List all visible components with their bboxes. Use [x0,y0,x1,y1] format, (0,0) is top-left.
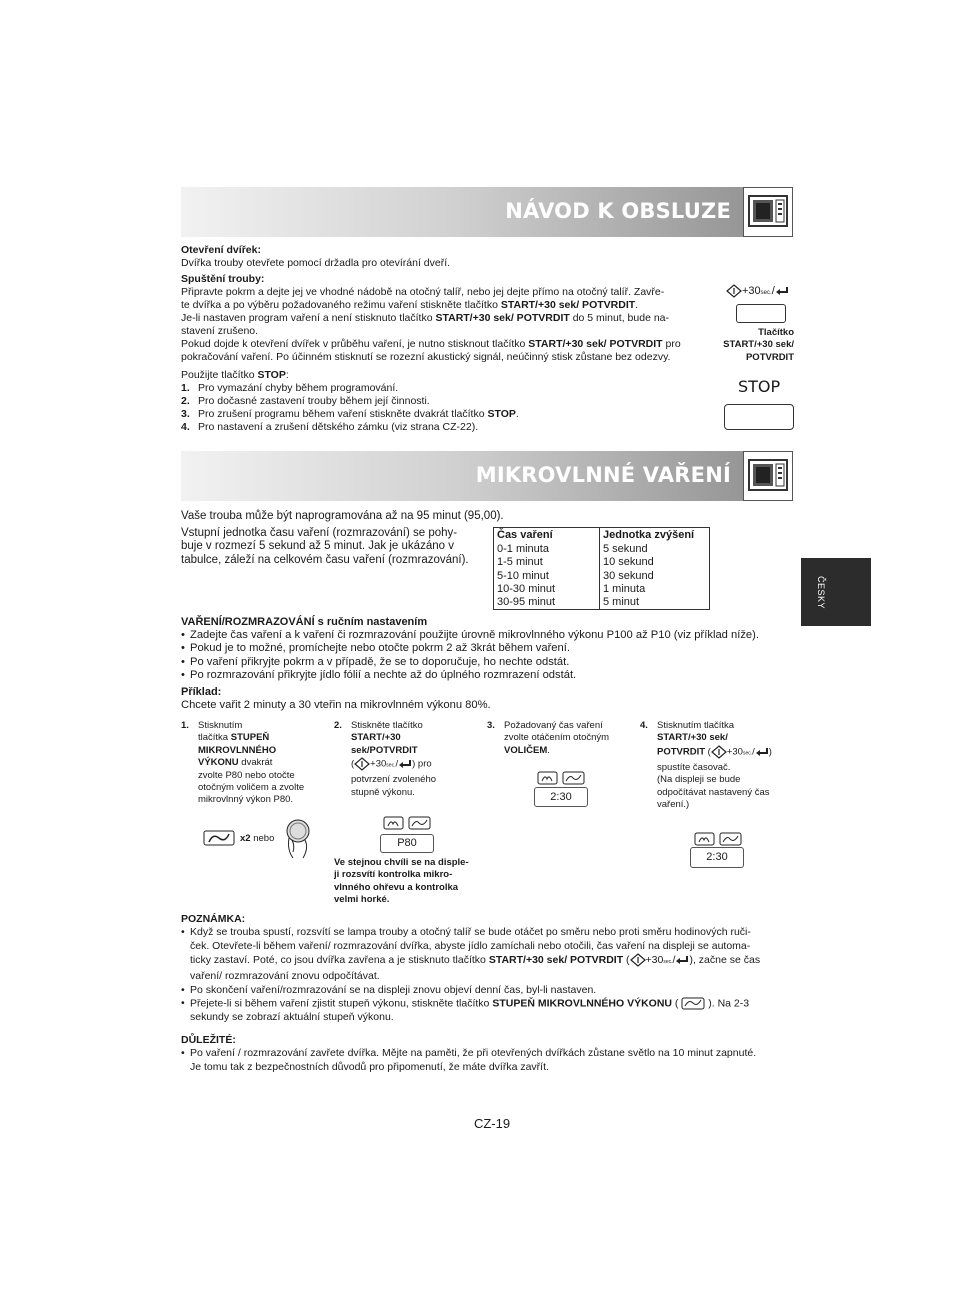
example-text: Chcete vařit 2 minuty a 30 vteřin na mikrovlnném výkonu 80%. [181,699,491,711]
start-line: pokračování vaření. Po účinném stisknutí se rozezní akustický signál, neúčinný stisk zůstane bez odezvy. [181,351,671,363]
display-readout: 2:30 [534,787,588,807]
stop-label: STOP [738,377,781,396]
stop-intro: Použijte tlačítko STOP: [181,369,289,381]
list-item: • Po skončení vaření/rozmrazování se na displeji znovu objeví denní čas, byl-li nastaven. [181,983,597,996]
list-item: • Přejete-li si během vaření zjistit stupeň výkonu, stiskněte tlačítko STUPEŇ MIKROVLNNÉHO VÝKONU ( ). Na 2-3 [181,997,750,1010]
dial-hand-icon[interactable] [283,818,313,865]
enter-icon [675,955,689,965]
open-door-heading: Otevření dvířek: [181,244,261,256]
important-heading: DŮLEŽITÉ: [181,1034,236,1046]
start-paragraph [181,286,711,364]
stop-button[interactable] [724,404,794,430]
note-body: • Když se trouba spustí, rozsvítí se lampa trouby a otočný talíř se bude otáčet po směru nebo proti směru hodinových ruči- ček. Otevřete-li během vaření/ rozmrazování dvířka, abyste jídlo zamíchali nebo otočili, čas vaření na displeji se automa- ticky zastaví. Poté, co jsou dvířka zavřena a je stisknuto tlačítko START/+30 sek/ POTVRDIT ( +30sec./ ), začne se čas vaření/ rozmrazování znovu odpočítávat. • Po skončení vaření/rozmrazování se na displeji znovu objeví denní čas, byl-li nastaven. • Přejete-li si během vaření zjistit stupeň výkonu, stiskněte tlačítko STUPEŇ MIKROVLNNÉHO VÝKONU ( ). Na 2-3 sekundy se zobrazí aktuální stupeň výkonu. [181,926,794,1024]
note-heading: POZNÁMKA: [181,913,246,925]
table-header: Jednotka zvýšení [600,528,710,543]
diamond-start-icon [630,953,646,967]
diamond-start-icon [711,745,727,759]
list-item: • Zadejte čas vaření a k vaření či rozmrazování použijte úrovně mikrovlnného výkonu P100 až P10 (viz příklad níže). [181,629,759,641]
display-readout: P80 [380,834,434,853]
step-text: Vstupní jednotka času vaření (rozmrazování) se pohy- buje v rozmezí 5 sekund až 5 minut. Jak je ukázáno v tabulce, záleží na celkovém času vaření (rozmrazování). [181,527,469,566]
enter-icon [755,747,769,757]
display-readout: 2:30 [690,847,744,868]
diamond-start-icon [726,284,742,298]
list-item: • Po vaření přikryjte pokrm a v případě, že se to doporučuje, ho nechte odstát. [181,655,570,668]
example-step-4: 4. Stisknutím tlačítka START/+30 sek/ POTVRDIT ( +30sec./ ) spustíte časovač. (Na displeji se bude odpočítávat nastavený čas vaření.) [640,720,772,811]
display-indicators [383,816,431,835]
intro-text: Vaše trouba může být naprogramována až na 95 minut (95,00). [181,510,504,522]
increment-table [493,527,710,610]
language-side-tab [801,558,871,626]
list-item: 2. Pro dočasné zastavení trouby během její činnosti. [181,395,430,407]
list-item: • Pokud je to možné, promíchejte nebo otočte pokrm 2 až 3krát během vaření. [181,642,570,655]
list-item: • Po rozmrazování přikryjte jídlo fólií a nechte až do úplného rozmrazení odstát. [181,668,577,681]
open-door-text: Dvířka trouby otevřete pomocí držadla pro otevírání dveří. [181,257,451,269]
step2-note: Ve stejnou chvíli se na disple- ji rozsvítí kontrolka mikro- vlnného ohřevu a kontrolka velmi horké. [334,857,469,906]
list-item: • Po vaření / rozmrazování zavřete dvířka. Mějte na paměti, že při otevřených dvířkách zůstane světlo na 10 minut zapnuté. [181,1047,757,1059]
power-level-button-icon[interactable] [203,830,235,851]
start-line: stavení zrušeno. [181,325,259,337]
list-item: 3. Pro zrušení programu během vaření stiskněte dvakrát tlačítko STOP. [181,408,519,420]
start-button[interactable] [736,304,786,323]
enter-icon [398,759,412,769]
example-heading: Příklad: [181,686,222,698]
manual-heading: VAŘENÍ/ROZMRAZOVÁNÍ s ručním nastavením [181,616,428,628]
list-item: 1. Pro vymazání chyby během programování. [181,382,399,394]
start-heading: Spuštění trouby: [181,273,265,285]
example-step-3: 3. Požadovaný čas vaření zvolte otáčením otočným VOLIČEM. [487,720,610,756]
section-title: MIKROVLNNÉ VAŘENÍ [475,463,731,487]
start-icon-label: +30sec./ [726,284,789,298]
microwave-icon [743,187,793,237]
section-banner-navod [181,187,793,237]
start-line: Pokud dojde k otevření dvířek v průběhu vaření, je nutno stisknout tlačítko START/+30 sek/ POTVRDIT pro [181,338,681,350]
important-body: • Po vaření / rozmrazování zavřete dvířka. Mějte na paměti, že při otevřených dvířkách zůstane světlo na 10 minut zapnuté. Je tomu tak z bezpečnostních důvodů pro připomenutí, že máte dvířka zavřít. [181,1047,794,1074]
x2-nebo-label: x2 nebo [240,833,275,844]
section-banner-mikrovlnne [181,451,793,501]
microwave-icon [743,451,793,501]
list-item: • Když se trouba spustí, rozsvítí se lampa trouby a otočný talíř se bude otáčet po směru nebo proti směru hodinových ruči- [181,926,751,938]
start-line: Připravte pokrm a dejte jej ve vhodné nádobě na otočný talíř, nebo jej dejte přímo na otočný talíř. Zavře- [181,286,665,298]
list-item: 4. Pro nastavení a zrušení dětského zámku (viz strana CZ-22). [181,421,479,433]
diamond-start-icon [354,757,370,771]
manual-bullets [181,629,759,682]
page-number: CZ-19 [473,1116,511,1131]
table-row: 0-1 minuta 1-5 minut 5-10 minut 10-30 minut 30-95 minut 5 sekund 10 sekund 30 sekund 1 minuta 5 minut [494,542,710,610]
example-step-1: 1. Stisknutím tlačítka STUPEŇ MIKROVLNNÉHO VÝKONU dvakrát zvolte P80 nebo otočte otočným voličem a zvolte mikrovlnný výkon P80. [181,720,305,806]
table-header-row [494,528,710,543]
start-line: Je-li nastaven program vaření a není stisknuto tlačítko START/+30 sek/ POTVRDIT do 5 minut, bude na- [181,312,670,324]
power-level-icon [681,997,705,1010]
table-header: Čas vaření [494,528,600,543]
start-caption: Tlačítko START/+30 sek/ POTVRDIT [723,327,794,363]
enter-icon [775,286,789,296]
language-label: ČESKY [816,576,826,610]
start-line: te dvířka a po výběru požadovaného režimu vaření stiskněte tlačítko START/+30 sek/ POTVRDIT. [181,299,639,311]
example-step-2: 2. Stiskněte tlačítko START/+30 sek/POTVRDIT ( +30sec./ ) pro potvrzení zvoleného stupně výkonu. [334,720,437,798]
section-title: NÁVOD K OBSLUZE [505,199,731,223]
stop-list [181,382,519,434]
